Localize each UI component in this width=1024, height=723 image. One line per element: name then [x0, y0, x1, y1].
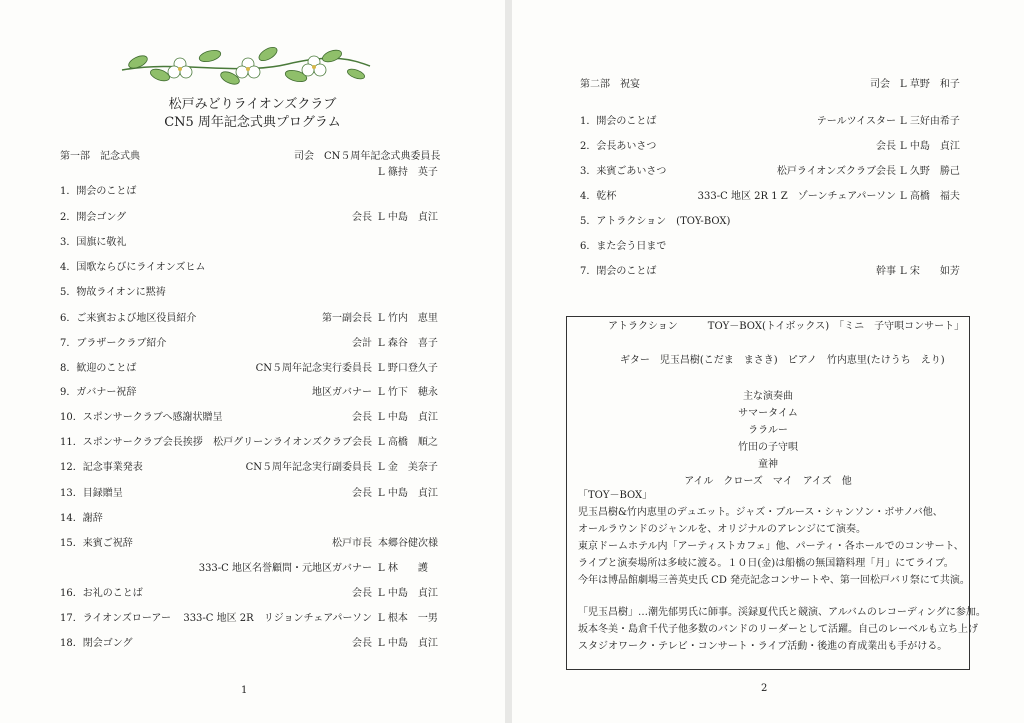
program-item-label: 4．国歌ならびにライオンズヒム — [60, 262, 206, 273]
program-item-role: CN５周年記念実行副委員長 — [245, 462, 372, 473]
program-item-role: 松戸グリーンライオンズクラブ会長 — [213, 437, 372, 448]
program-item-person: L 中島 貞江 — [378, 588, 438, 599]
program-item-role: 333-C 地区 2R 1 Z ゾーンチェアパーソン — [697, 191, 896, 202]
song-item: サマータイム — [738, 408, 798, 419]
program-item-person: L 宋 如芳 — [900, 266, 960, 277]
part1-heading: 第一部 記念式典 — [60, 151, 140, 162]
program-item-role: CN５周年記念実行委員長 — [255, 363, 372, 374]
desc-line: 児玉昌樹&竹内恵里のデュエット。ジャズ・ブルース・シャンソン・ボサノバ他、 — [578, 507, 943, 518]
performers-line: ギター 児玉昌樹(こだま まさき) ピアノ 竹内恵里(たけうち えり) — [620, 355, 945, 366]
bio-line: 坂本冬美・島倉千代子他多数のバンドのリーダーとして活躍。自己のレーベルも立ち上げ — [578, 624, 978, 635]
program-item-role: テールツイスター — [816, 116, 896, 127]
program-item-label: 13．目録贈呈 — [60, 488, 123, 499]
program-item-label: 6．ご来賓および地区役員紹介 — [60, 313, 197, 324]
song-item: ララルー — [748, 425, 788, 436]
bio-line: 「児玉昌樹」…潮先郁男氏に師事。渓録夏代氏と競演、アルバムのレコーディングに参加。 — [578, 607, 986, 618]
songs-heading: 主な演奏曲 — [743, 391, 793, 402]
program-item-role: 松戸ライオンズクラブ会長 — [776, 166, 896, 177]
program-item-person: L 久野 勝己 — [900, 166, 960, 177]
program-item-label: 5．物故ライオンに黙祷 — [60, 287, 166, 298]
program-item-label: 11．スポンサークラブ会長挨拶 — [60, 437, 203, 448]
part2-mc: 司会 L 草野 和子 — [870, 79, 960, 90]
program-item-role: 幹事 — [876, 266, 896, 277]
program-item-person: L 高橋 順之 — [378, 437, 438, 448]
program-item-label: 1．開会のことば — [60, 186, 137, 197]
program-item-label: 17．ライオンズローアー — [60, 613, 172, 624]
program-item-role: 会長 — [352, 212, 372, 223]
program-item-person: L 中島 貞江 — [378, 488, 438, 499]
program-item-person: L 野口登久子 — [378, 363, 438, 374]
part1-mc-name: L 篠持 英子 — [378, 167, 438, 178]
program-item-role: 会長 — [352, 638, 372, 649]
program-item-role: 松戸市長 — [332, 538, 372, 549]
program-item-person: L 金 美奈子 — [378, 462, 438, 473]
program-item-person: L 竹下 穂永 — [378, 387, 438, 398]
desc-line: 東京ドームホテル内「アーティストカフェ」他、パーティ・各ホールでのコンサート、 — [578, 541, 964, 552]
song-item: アイル クローズ マイ アイズ 他 — [684, 476, 852, 487]
program-item-label: 10．スポンサークラブへ感謝状贈呈 — [60, 412, 223, 423]
desc-line: オールラウンドのジャンルを、オリジナルのアレンジにて演奏。 — [578, 524, 866, 535]
program-item-person: L 林 護 — [378, 563, 428, 574]
program-item-label: 5．アトラクション (TOY-BOX) — [580, 216, 731, 227]
program-item-person: L 中島 貞江 — [378, 212, 438, 223]
program-item-label: 12．記念事業発表 — [60, 462, 143, 473]
part1-mc-role: 司会 CN５周年記念式典委員長 — [294, 151, 441, 162]
program-item-role: 会長 — [876, 141, 896, 152]
program-item-role: 地区ガバナー — [312, 387, 372, 398]
program-item-label: 6．また会う日まで — [580, 241, 667, 252]
bio-line: スタジオワーク・テレビ・コンサート・ライブ活動・後進の育成業出も手がける。 — [578, 641, 948, 652]
page-number-left: 1 — [241, 685, 248, 696]
group-title: 「TOY－BOX」 — [578, 490, 653, 501]
program-item-person: L 三好由希子 — [900, 116, 960, 127]
program-item-label: 16．お礼のことば — [60, 588, 143, 599]
program-item-label: 18．閉会ゴング — [60, 638, 133, 649]
song-item: 竹田の子守唄 — [738, 442, 798, 453]
program-item-person: L 中島 貞江 — [378, 412, 438, 423]
program-item-role: 333-C 地区名誉顧問・元地区ガバナー — [198, 563, 372, 574]
program-item-person: 本郷谷健次様 — [378, 538, 438, 549]
desc-line: ライブと演奏場所は多岐に渡る。１０日(金)は船橋の無国籍料理「月」にてライブ。 — [578, 558, 954, 569]
song-item: 童神 — [758, 459, 778, 470]
program-item-person: L 竹内 恵里 — [378, 313, 438, 324]
attraction-line: アトラクション TOY－BOX(トイボックス) 「ミニ 子守唄コンサート」 — [608, 321, 965, 332]
program-item-person: L 根本 一男 — [378, 613, 438, 624]
program-item-label: 7．閉会のことば — [580, 266, 657, 277]
club-name-title: 松戸みどりライオンズクラブ — [168, 97, 337, 112]
page-number-right: 2 — [761, 683, 768, 694]
program-item-person: L 高橋 福夫 — [900, 191, 960, 202]
program-item-label: 14．謝辞 — [60, 513, 103, 524]
program-item-role: 会長 — [352, 488, 372, 499]
program-item-label: 15．来賓ご祝辞 — [60, 538, 133, 549]
program-item-person: L 中島 貞江 — [378, 638, 438, 649]
program-item-label: 2．会長あいさつ — [580, 141, 657, 152]
floral-ornament-icon — [118, 42, 374, 92]
desc-line: 今年は博品館劇場三善英史氏 CD 発売記念コンサートや、第一回松戸バリ祭にて共演。 — [578, 575, 970, 586]
program-item-person: L 森谷 喜子 — [378, 338, 438, 349]
page-spine — [505, 0, 512, 723]
program-item-role: 333-C 地区 2R リジョンチェアパーソン — [183, 613, 372, 624]
program-item-role: 会長 — [352, 588, 372, 599]
program-item-role: 会計 — [352, 338, 372, 349]
program-title: CN5 周年記念式典プログラム — [164, 115, 341, 130]
program-item-role: 会長 — [352, 412, 372, 423]
program-item-label: 3．来賓ごあいさつ — [580, 166, 667, 177]
program-item-label: 7．ブラザークラブ紹介 — [60, 338, 167, 349]
program-item-label: 1．開会のことば — [580, 116, 657, 127]
program-item-label: 3．国旗に敬礼 — [60, 237, 127, 248]
program-item-label: 4．乾杯 — [580, 191, 617, 202]
program-item-person: L 中島 貞江 — [900, 141, 960, 152]
program-item-label: 2．開会ゴング — [60, 212, 127, 223]
program-item-role: 第一副会長 — [322, 313, 372, 324]
program-item-label: 9．ガバナー祝辞 — [60, 387, 137, 398]
part2-heading: 第二部 祝宴 — [580, 79, 640, 90]
program-item-label: 8．歓迎のことば — [60, 363, 137, 374]
